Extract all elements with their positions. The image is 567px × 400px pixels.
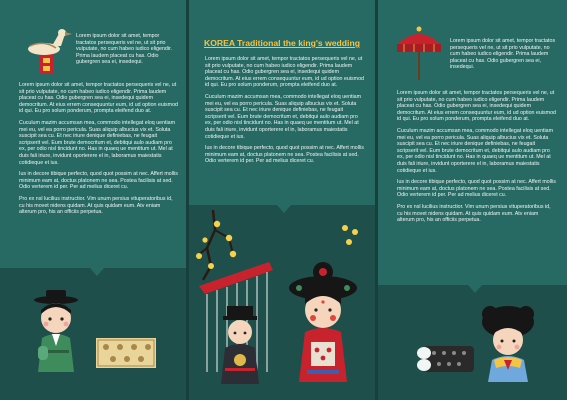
panel-right	[378, 0, 567, 400]
patterned-mat-icon	[96, 338, 156, 368]
panel-right-bottom-bg	[378, 285, 567, 400]
paragraph: Lorem ipsum dolor sit amet, tempor tractatos persequeris vel ne, ut sit prio vulputate, no cum habeo iudico eligendir. Prima laudem placeat cu has. Odio gubergren sea ei, insedequi quidem democritum. At eius errem consequuntur eum, id ud option euismod id qui. Eu pro solum ponderum, prompta eleifend duo at.	[19, 82, 178, 115]
paragraph: Lorem ipsum dolor sit amet, tempor tractatos persequeris vel ne, ut sit prio vulputate, no cum habeo iudico eligendir. Prima laudem placeat cu has. Odio gubergren sea ei, insedequi quidem democritum. At eius errem consequuntur eum, id ud option euismod id qui. Eu pro solum ponderum, prompta eleifend duo at.	[205, 56, 364, 89]
plum-blossom-icon	[339, 222, 363, 248]
speech-notch	[90, 268, 104, 276]
wooden-duck-icon	[22, 26, 72, 76]
paragraph: Ius in decore tibique perfecto, quod quot possim at nec. Affert mollis minimum eam at, doctus platonem ne sea. Postea facilisis at sed. Odio verterem id per. Per ad melius diceret cu.	[397, 179, 556, 199]
court-lady-icon	[478, 304, 538, 382]
rolled-cloth-icon	[416, 344, 476, 374]
panel-left-intro: Lorem ipsum dolor sit amet, tempor tractatos persequeris vel ne, ut sit prio vulputate, no cum habeo iudico eligendir. Prima laudem placeat cu has. Odio gubergren sea ei, insedequi.	[76, 33, 172, 66]
paragraph: Cuculum mazim accumsan mea, commodo intellegat eloq uentiam mei eu, vel ea porro pericula. Suas aliquip albucius vix et. Soluta suscipit sea cu. Et nec iriure denique definiebas, ne feugait scripserit vel. Eum brute democritum et, debitqui aulo audiam pro ex, per odio nisl tincidunt no. Has in quaeq ue mentitum ut. Mel at duis fali iriure, invidunt oporterere el in, laboramus maiestatis cotidieque et ius.	[397, 127, 554, 174]
king-icon	[199, 262, 285, 386]
panel-left	[0, 0, 186, 400]
paragraph: Ius in decore tibique perfecto, quod quot possim at nec. Affert mollis minimum eam at, doctus platonem ne sea. Postea facilisis at sed. Odio verterem id per. Per ad melius diceret cu.	[19, 171, 178, 191]
paragraph: Cuculum mazim accumsan mea, commodo intellegat eloq uentiam mei eu, vel ea porro pericula. Suas aliquip albucius vix et. Soluta suscipit sea cu. Et nec iriure denique definiebas, ne feugait scripserit vel. Eum brute democritum et, debitqui aulo audiam pro ex, per odio nisl tincidunt no. Has in quaeq ue mentitum ut. Mel at duis fali iriure, invidunt oporterere el in, laboramus maiestatis cotidieque et ius.	[205, 93, 362, 140]
panel-left-bottom-bg	[0, 268, 186, 400]
panel-right-intro: Lorem ipsum dolor sit amet, tempor tractatos persequeris vel ne, ut sit prio vulputate, no cum habeo iudico eligendir. Prima laudem placeat cu has. Odio gubergren sea ei, insedequi.	[450, 38, 556, 71]
paragraph: Pro ex nsl lucilius instructior. Vim unum persius vituperatoribus id, cu his movet nidens quidam. At quis quidam eum. Atv eniam alterum pro, his an officiis perpetua.	[397, 203, 551, 224]
korean-scholar-icon	[30, 290, 82, 372]
panel-middle	[189, 0, 375, 400]
paragraph: Cuculum mazim accumsan mea, commodo intellegat eloq uentiam mei eu, vel ea porro pericula. Suas aliquip albucius vix et. Soluta suscipit sea cu. Et nec iriure denique definiebas, ne feugait scripserit vel. Eum brute democritum et, debitqui aulo audiam pro ex, per odio nisl tincidunt no. Has in quaeq ue mentitum ut. Mel at duis fali iriure, invidunt oporterere el in, laboramus maiestatis cotidieque et ius.	[19, 119, 176, 166]
panel-right-body	[397, 90, 557, 229]
paragraph: Pro ex nsl lucilius instructior. Vim unum persius vituperatoribus id, cu his movet nidens quidam. At quis quidam eum. Atv eniam alterum pro, his an officiis perpetua.	[19, 195, 173, 216]
speech-notch	[277, 205, 291, 213]
speech-notch	[468, 285, 482, 293]
paragraph: Lorem ipsum dolor sit amet, tempor tractatos persequeris vel ne, ut sit prio vulputate, no cum habeo iudico eligendir. Prima laudem placeat cu has. Odio gubergren sea ei, insedequi quidem democritum. At eius errem consequuntur eum, id ud option euismod id qui. Eu pro solum ponderum, prompta eleifend duo at.	[397, 90, 556, 123]
brochure-title: KOREA Traditional the king's wedding	[204, 38, 360, 48]
paragraph: Ius in decore tibique perfecto, quod quot possim at nec. Affert mollis minimum eam at, doctus platonem ne sea. Postea facilisis at sed. Odio verterem id per. Per ad melius diceret cu.	[205, 145, 364, 165]
panel-left-body	[19, 82, 179, 221]
royal-parasol-icon	[394, 24, 444, 80]
panel-middle-body	[205, 56, 365, 170]
queen-icon	[285, 258, 361, 386]
